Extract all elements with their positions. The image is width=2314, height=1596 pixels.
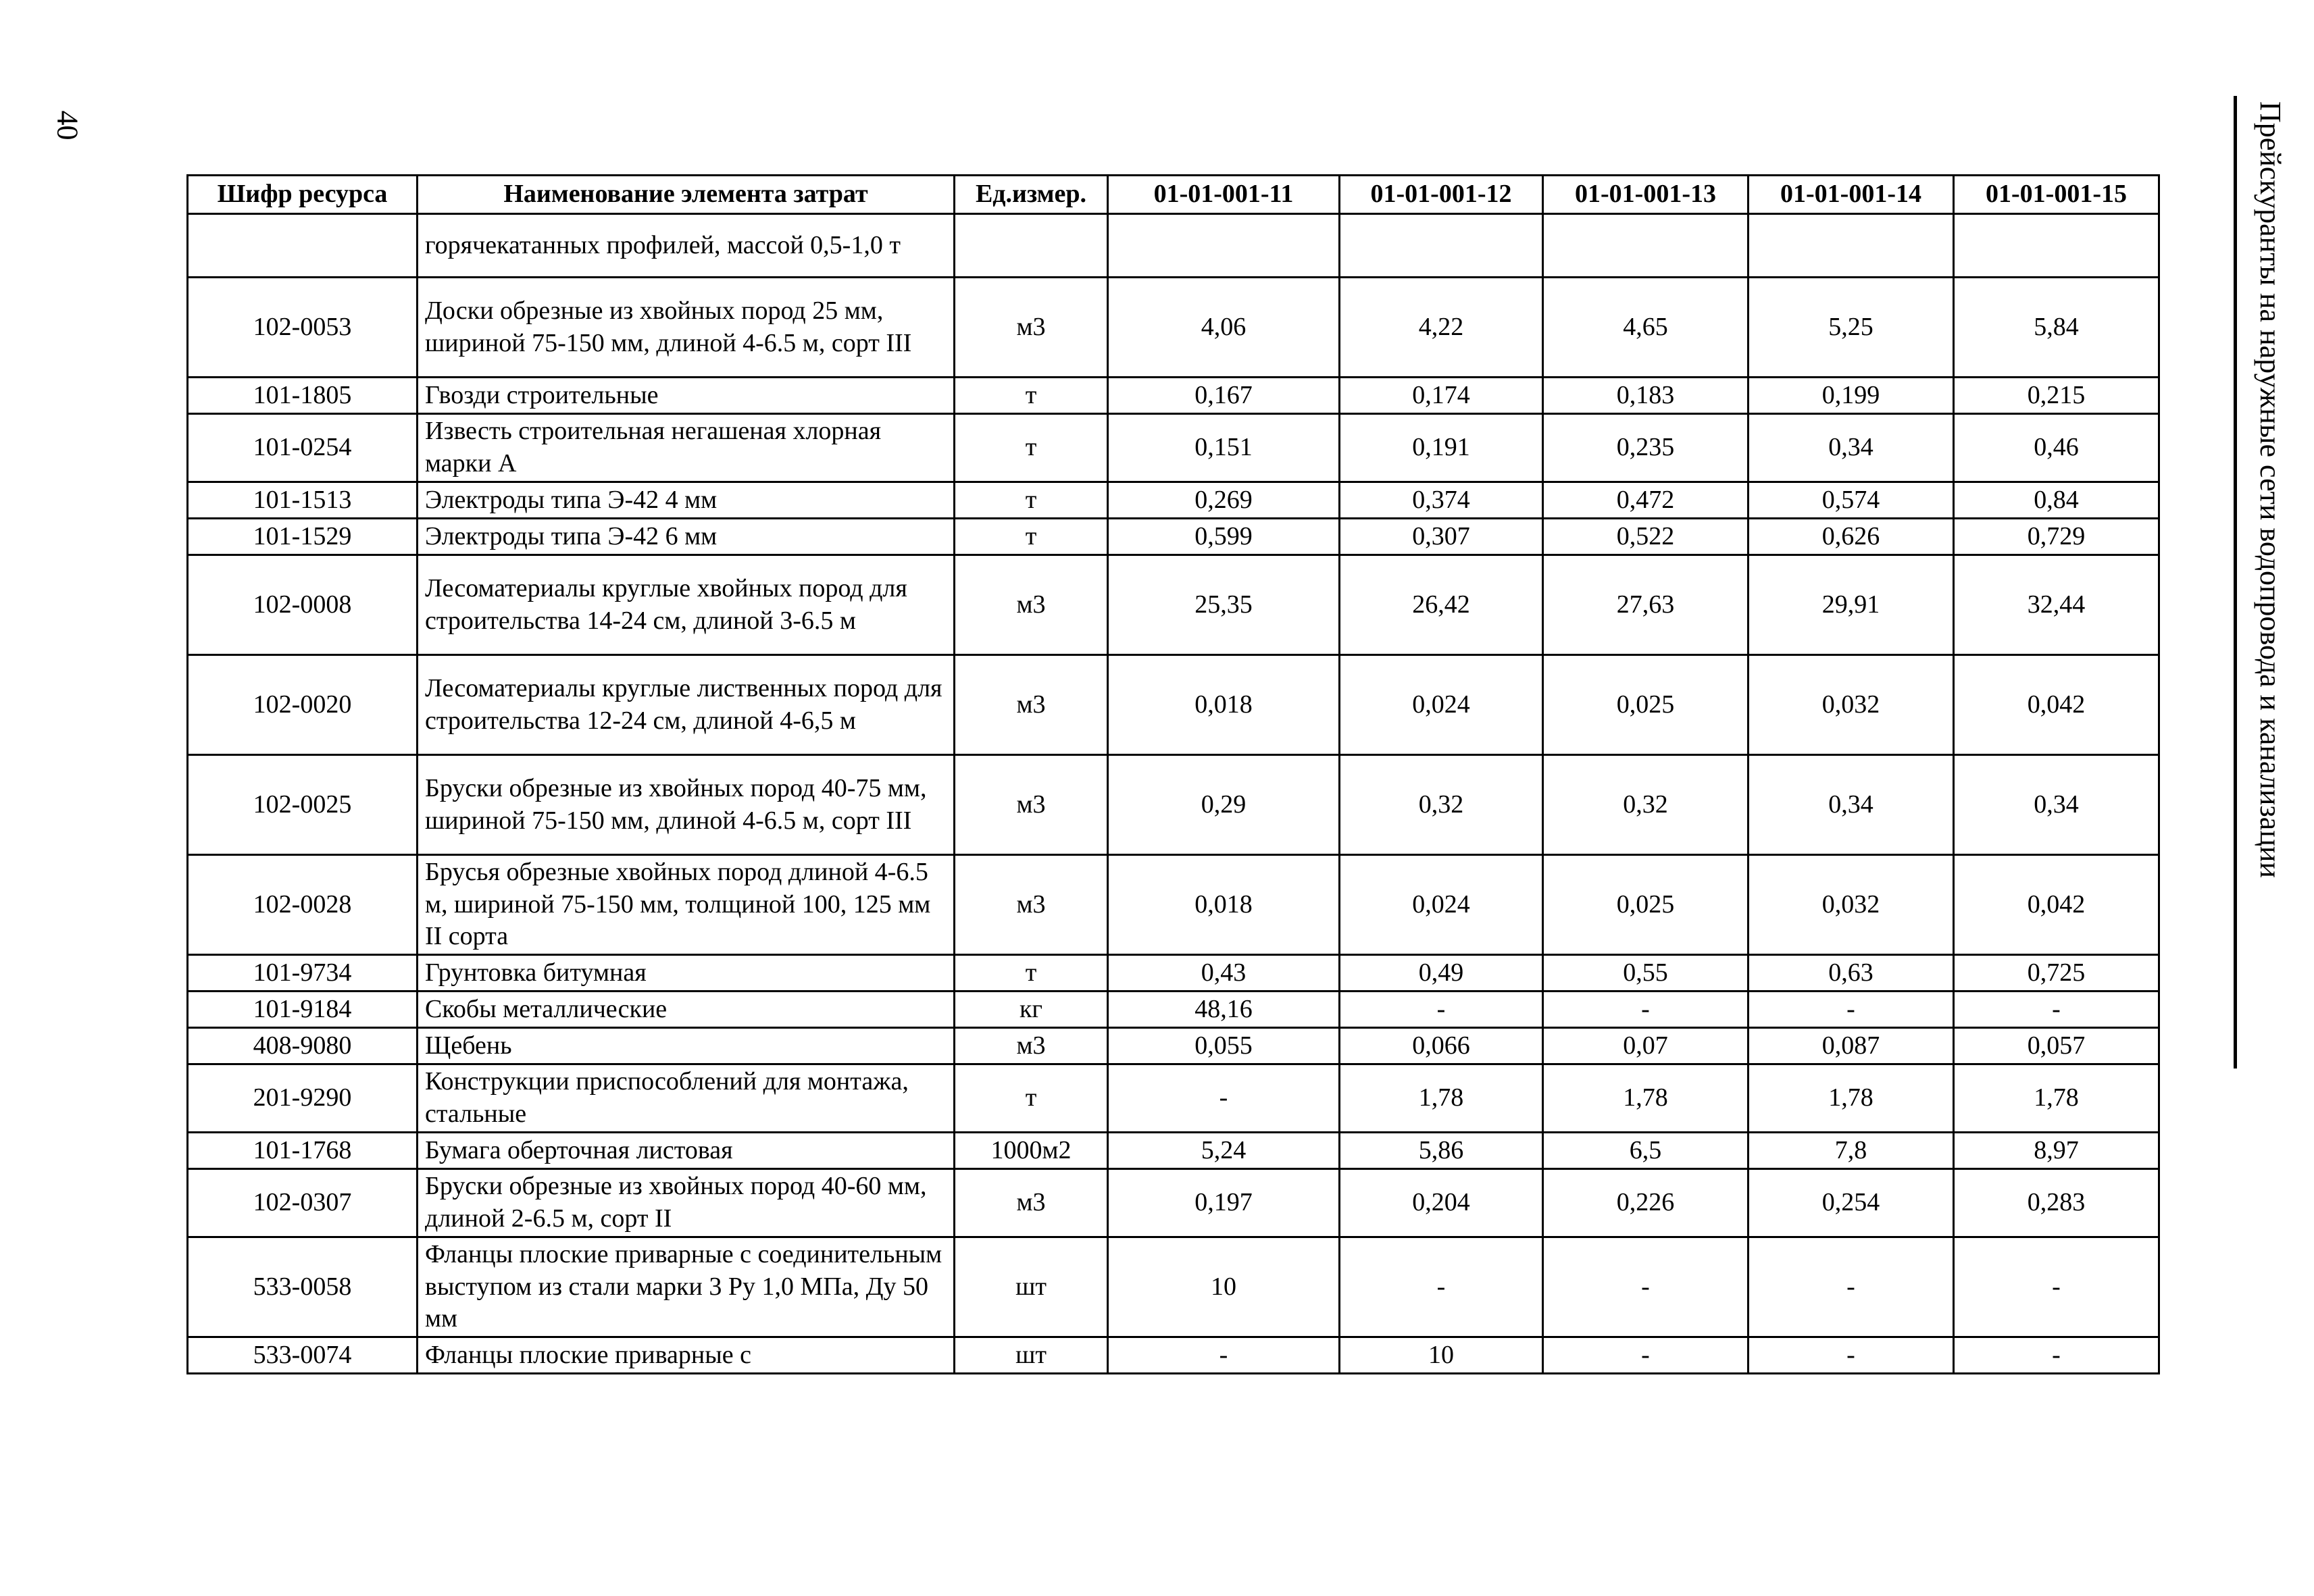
element-name: Гвозди строительные [418, 378, 955, 414]
table-row [188, 1337, 2159, 1374]
resource-code: 101-9734 [188, 955, 418, 992]
value-rate-11: 48,16 [1108, 992, 1340, 1028]
value-rate-12: 26,42 [1340, 555, 1543, 655]
value-rate-13 [1543, 214, 1749, 278]
unit-of-measure: кг [955, 992, 1108, 1028]
element-name: Лесоматериалы круглые хвойных пород для строительства 14-24 см, длиной 3-6.5 м [418, 555, 955, 655]
header-rate-11: 01-01-001-11 [1108, 176, 1340, 214]
value-rate-12: 0,374 [1340, 482, 1543, 519]
value-rate-13: 0,07 [1543, 1028, 1749, 1064]
running-header-text: Прейскуранты на наружные сети водопровода и канализации [2254, 101, 2287, 878]
value-rate-14: 0,254 [1749, 1169, 1954, 1237]
value-rate-15: 1,78 [1954, 1064, 2159, 1133]
value-rate-14: - [1749, 992, 1954, 1028]
value-rate-11: 0,197 [1108, 1169, 1340, 1237]
header-name: Наименование элемента затрат [418, 176, 955, 214]
unit-of-measure: м3 [955, 755, 1108, 855]
element-name: Лесоматериалы круглые лиственных пород для строительства 12-24 см, длиной 4-6,5 м [418, 655, 955, 755]
header-rule [2234, 96, 2237, 1069]
unit-of-measure: т [955, 482, 1108, 519]
value-rate-15: 5,84 [1954, 278, 2159, 378]
resource-code: 533-0058 [188, 1237, 418, 1337]
element-name: Грунтовка битумная [418, 955, 955, 992]
value-rate-14: 29,91 [1749, 555, 1954, 655]
value-rate-13: - [1543, 1237, 1749, 1337]
element-name: Бруски обрезные из хвойных пород 40-60 мм, длиной 2-6.5 м, сорт II [418, 1169, 955, 1237]
unit-of-measure: т [955, 414, 1108, 482]
value-rate-11: 0,29 [1108, 755, 1340, 855]
element-name: Доски обрезные из хвойных пород 25 мм, шириной 75-150 мм, длиной 4-6.5 м, сорт III [418, 278, 955, 378]
value-rate-15: - [1954, 1337, 2159, 1374]
element-name: Щебень [418, 1028, 955, 1064]
resource-code: 101-1513 [188, 482, 418, 519]
value-rate-15: - [1954, 1237, 2159, 1337]
table-header-row [188, 176, 2159, 214]
value-rate-14: 0,032 [1749, 855, 1954, 955]
resource-table [186, 174, 2160, 1374]
value-rate-11: 0,151 [1108, 414, 1340, 482]
resource-code: 101-0254 [188, 414, 418, 482]
value-rate-15: 0,34 [1954, 755, 2159, 855]
resource-code: 102-0020 [188, 655, 418, 755]
value-rate-12: 1,78 [1340, 1064, 1543, 1133]
table-row [188, 555, 2159, 655]
unit-of-measure: т [955, 955, 1108, 992]
value-rate-15: 0,215 [1954, 378, 2159, 414]
unit-of-measure: м3 [955, 278, 1108, 378]
value-rate-15: 32,44 [1954, 555, 2159, 655]
value-rate-15: 0,725 [1954, 955, 2159, 992]
resource-code: 101-1529 [188, 519, 418, 555]
value-rate-13: 4,65 [1543, 278, 1749, 378]
unit-of-measure: т [955, 378, 1108, 414]
value-rate-12: 0,191 [1340, 414, 1543, 482]
value-rate-14: - [1749, 1237, 1954, 1337]
table-row [188, 992, 2159, 1028]
element-name: Скобы металлические [418, 992, 955, 1028]
unit-of-measure: шт [955, 1337, 1108, 1374]
unit-of-measure: т [955, 519, 1108, 555]
resource-code: 101-1768 [188, 1133, 418, 1169]
unit-of-measure: шт [955, 1237, 1108, 1337]
element-name: Фланцы плоские приварные с соединительным выступом из стали марки 3 Ру 1,0 МПа, Ду 50 мм [418, 1237, 955, 1337]
value-rate-11: 0,018 [1108, 655, 1340, 755]
resource-code: 102-0025 [188, 755, 418, 855]
table-row [188, 378, 2159, 414]
header-rate-14: 01-01-001-14 [1749, 176, 1954, 214]
resource-code: 102-0307 [188, 1169, 418, 1237]
value-rate-15: 0,042 [1954, 655, 2159, 755]
header-unit: Ед.измер. [955, 176, 1108, 214]
value-rate-15: 0,042 [1954, 855, 2159, 955]
value-rate-14: 1,78 [1749, 1064, 1954, 1133]
unit-of-measure: м3 [955, 555, 1108, 655]
value-rate-13: 0,522 [1543, 519, 1749, 555]
value-rate-12: 0,066 [1340, 1028, 1543, 1064]
element-name: горячекатанных профилей, массой 0,5-1,0 т [418, 214, 955, 278]
value-rate-11: 0,269 [1108, 482, 1340, 519]
value-rate-12: - [1340, 992, 1543, 1028]
header-rate-15: 01-01-001-15 [1954, 176, 2159, 214]
value-rate-11: 4,06 [1108, 278, 1340, 378]
value-rate-13: 0,226 [1543, 1169, 1749, 1237]
value-rate-11: 0,43 [1108, 955, 1340, 992]
value-rate-13: 0,472 [1543, 482, 1749, 519]
value-rate-15: 0,283 [1954, 1169, 2159, 1237]
value-rate-12: 0,024 [1340, 855, 1543, 955]
element-name: Фланцы плоские приварные с [418, 1337, 955, 1374]
table-row [188, 1064, 2159, 1133]
value-rate-13: 0,55 [1543, 955, 1749, 992]
resource-code: 102-0053 [188, 278, 418, 378]
value-rate-13: 0,183 [1543, 378, 1749, 414]
value-rate-14: 5,25 [1749, 278, 1954, 378]
value-rate-14: 0,087 [1749, 1028, 1954, 1064]
value-rate-12: 0,307 [1340, 519, 1543, 555]
value-rate-11: 25,35 [1108, 555, 1340, 655]
value-rate-14: 0,574 [1749, 482, 1954, 519]
table-row [188, 955, 2159, 992]
page-number: 40 [51, 110, 84, 140]
value-rate-12: 0,32 [1340, 755, 1543, 855]
value-rate-15: 0,84 [1954, 482, 2159, 519]
value-rate-12: 5,86 [1340, 1133, 1543, 1169]
element-name: Электроды типа Э-42 4 мм [418, 482, 955, 519]
value-rate-14: 7,8 [1749, 1133, 1954, 1169]
value-rate-11: 10 [1108, 1237, 1340, 1337]
value-rate-15: 0,729 [1954, 519, 2159, 555]
unit-of-measure: т [955, 1064, 1108, 1133]
element-name: Известь строительная негашеная хлорная марки А [418, 414, 955, 482]
value-rate-11: 0,599 [1108, 519, 1340, 555]
value-rate-13: 0,235 [1543, 414, 1749, 482]
value-rate-11 [1108, 214, 1340, 278]
value-rate-12: 0,204 [1340, 1169, 1543, 1237]
value-rate-12: 0,174 [1340, 378, 1543, 414]
table-row [188, 1028, 2159, 1064]
table-row [188, 1133, 2159, 1169]
value-rate-11: - [1108, 1064, 1340, 1133]
value-rate-12 [1340, 214, 1543, 278]
value-rate-14: 0,032 [1749, 655, 1954, 755]
value-rate-13: 0,025 [1543, 655, 1749, 755]
unit-of-measure: м3 [955, 855, 1108, 955]
value-rate-15: 0,057 [1954, 1028, 2159, 1064]
unit-of-measure: м3 [955, 1028, 1108, 1064]
unit-of-measure [955, 214, 1108, 278]
value-rate-11: 5,24 [1108, 1133, 1340, 1169]
element-name: Бумага оберточная листовая [418, 1133, 955, 1169]
value-rate-13: - [1543, 992, 1749, 1028]
table-row [188, 482, 2159, 519]
value-rate-15: 0,46 [1954, 414, 2159, 482]
value-rate-15 [1954, 214, 2159, 278]
unit-of-measure: м3 [955, 655, 1108, 755]
table-row [188, 214, 2159, 278]
running-header [2246, 101, 2294, 878]
value-rate-12: 4,22 [1340, 278, 1543, 378]
value-rate-14: 0,34 [1749, 755, 1954, 855]
value-rate-12: - [1340, 1237, 1543, 1337]
table-row [188, 278, 2159, 378]
table-row [188, 655, 2159, 755]
table-row [188, 1237, 2159, 1337]
value-rate-13: 1,78 [1543, 1064, 1749, 1133]
resource-code: 101-1805 [188, 378, 418, 414]
table-row [188, 855, 2159, 955]
value-rate-14: 0,63 [1749, 955, 1954, 992]
value-rate-15: 8,97 [1954, 1133, 2159, 1169]
table-row [188, 519, 2159, 555]
value-rate-12: 10 [1340, 1337, 1543, 1374]
resource-code: 408-9080 [188, 1028, 418, 1064]
value-rate-13: 0,025 [1543, 855, 1749, 955]
value-rate-11: 0,055 [1108, 1028, 1340, 1064]
element-name: Электроды типа Э-42 6 мм [418, 519, 955, 555]
element-name: Конструкции приспособлений для монтажа, стальные [418, 1064, 955, 1133]
value-rate-12: 0,49 [1340, 955, 1543, 992]
value-rate-13: 6,5 [1543, 1133, 1749, 1169]
value-rate-12: 0,024 [1340, 655, 1543, 755]
unit-of-measure: м3 [955, 1169, 1108, 1237]
resource-code: 101-9184 [188, 992, 418, 1028]
resource-code: 102-0028 [188, 855, 418, 955]
header-rate-13: 01-01-001-13 [1543, 176, 1749, 214]
resource-code: 533-0074 [188, 1337, 418, 1374]
table-row [188, 755, 2159, 855]
table-row [188, 414, 2159, 482]
value-rate-11: - [1108, 1337, 1340, 1374]
value-rate-14: - [1749, 1337, 1954, 1374]
header-code: Шифр ресурса [188, 176, 418, 214]
header-rate-12: 01-01-001-12 [1340, 176, 1543, 214]
element-name: Брусья обрезные хвойных пород длиной 4-6.5 м, шириной 75-150 мм, толщиной 100, 125 мм II сорта [418, 855, 955, 955]
value-rate-14 [1749, 214, 1954, 278]
value-rate-15: - [1954, 992, 2159, 1028]
table-row [188, 1169, 2159, 1237]
value-rate-14: 0,626 [1749, 519, 1954, 555]
value-rate-13: 0,32 [1543, 755, 1749, 855]
value-rate-11: 0,018 [1108, 855, 1340, 955]
value-rate-11: 0,167 [1108, 378, 1340, 414]
element-name: Бруски обрезные из хвойных пород 40-75 мм, шириной 75-150 мм, длиной 4-6.5 м, сорт III [418, 755, 955, 855]
resource-code [188, 214, 418, 278]
value-rate-14: 0,199 [1749, 378, 1954, 414]
value-rate-13: - [1543, 1337, 1749, 1374]
resource-code: 102-0008 [188, 555, 418, 655]
resource-code: 201-9290 [188, 1064, 418, 1133]
unit-of-measure: 1000м2 [955, 1133, 1108, 1169]
value-rate-14: 0,34 [1749, 414, 1954, 482]
value-rate-13: 27,63 [1543, 555, 1749, 655]
